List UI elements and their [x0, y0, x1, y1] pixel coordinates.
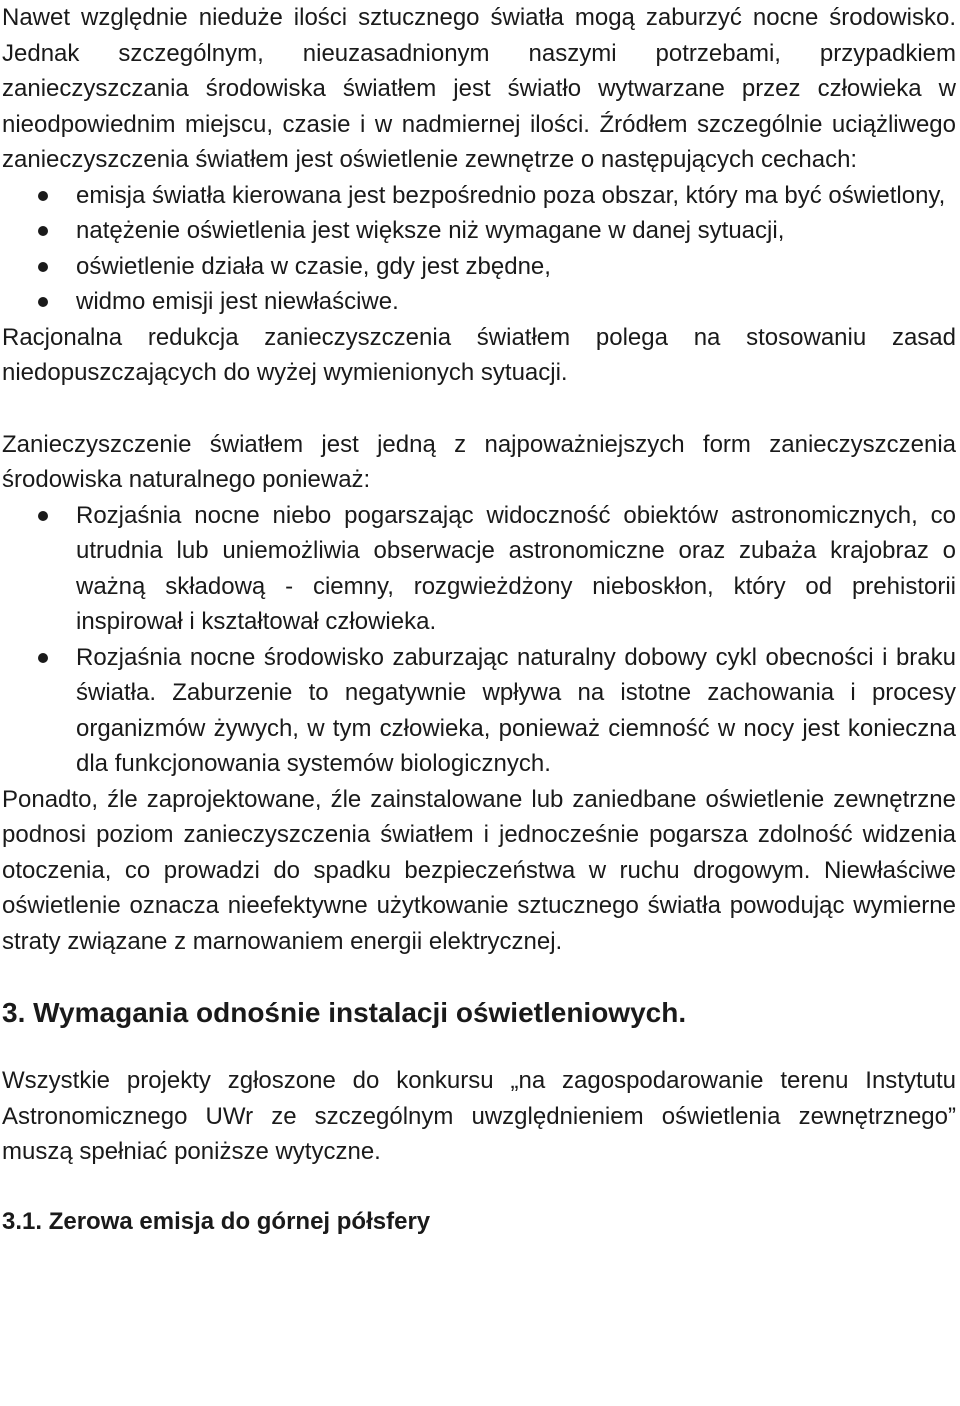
subsection-heading: 3.1. Zerowa emisja do górnej półsfery	[2, 1207, 431, 1235]
paragraph-pollution-forms: Zanieczyszczenie światłem jest jedną z najpoważniejszych form zanieczyszczenia środowiska naturalnego ponieważ:	[2, 430, 956, 493]
list-item: emisja światła kierowana jest bezpośrednio poza obszar, który ma być oświetlony,	[2, 178, 956, 214]
list-light-pollution-features	[2, 178, 956, 320]
paragraph-projects: Wszystkie projekty zgłoszone do konkursu „na zagospodarowanie terenu Instytutu Astronomicznego UWr ze szczególnym uwzględnieniem oświetlenia zewnętrznego” muszą spełniać poniższe wytyczne.	[2, 1067, 956, 1165]
spacer	[2, 959, 956, 993]
spacer	[2, 1033, 956, 1063]
list-item: Rozjaśnia nocne środowisko zaburzając naturalny dobowy cykl obecności i braku światła. Zaburzenie to negatywnie wpływa na istotne zachowania i procesy organizmów żywych, w tym człowieka, ponieważ ciemność w nocy jest konieczna dla funkcjonowania systemów biologicznych.	[2, 640, 956, 782]
section-heading: 3. Wymagania odnośnie instalacji oświetleniowych.	[2, 997, 687, 1028]
spacer	[2, 1170, 956, 1204]
list-item: oświetlenie działa w czasie, gdy jest zbędne,	[2, 249, 956, 285]
list-item: natężenie oświetlenia jest większe niż wymagane w danej sytuacji,	[2, 213, 956, 249]
list-item: Rozjaśnia nocne niebo pogarszając widoczność obiektów astronomicznych, co utrudnia lub uniemożliwia obserwacje astronomiczne oraz zubaża krajobraz o ważną składową - ciemny, rozgwieżdżony nieboskłon, który od prehistorii inspirował i kształtował człowieka.	[2, 498, 956, 640]
paragraph-moreover: Ponadto, źle zaprojektowane, źle zainstalowane lub zaniedbane oświetlenie zewnętrzne podnosi poziom zanieczyszczenia światłem i jednocześnie pogarsza zdolność widzenia otoczenia, co prowadzi do spadku bezpieczeństwa w ruchu drogowym. Niewłaściwe oświetlenie oznacza nieefektywne użytkowanie sztucznego światła powodując wymierne straty związane z marnowaniem energii elektrycznej.	[2, 785, 956, 955]
paragraph-reduction: Racjonalna redukcja zanieczyszczenia światłem polega na stosowaniu zasad niedopuszczających do wyżej wymienionych sytuacji.	[2, 323, 956, 386]
list-item: widmo emisji jest niewłaściwe.	[2, 284, 956, 320]
paragraph-intro: Nawet względnie nieduże ilości sztucznego światła mogą zaburzyć nocne środowisko. Jednak szczególnym, nieuzasadnionym naszymi potrzebami, przypadkiem zanieczyszczania środowiska światłem jest światło wytwarzane przez człowieka w nieodpowiednim miejscu, czasie i w nadmiernej ilości. Źródłem szczególnie uciążliwego zanieczyszczenia światłem jest oświetlenie zewnętrze o następujących cechach:	[2, 4, 956, 173]
spacer	[2, 391, 956, 427]
list-pollution-effects	[2, 498, 956, 782]
